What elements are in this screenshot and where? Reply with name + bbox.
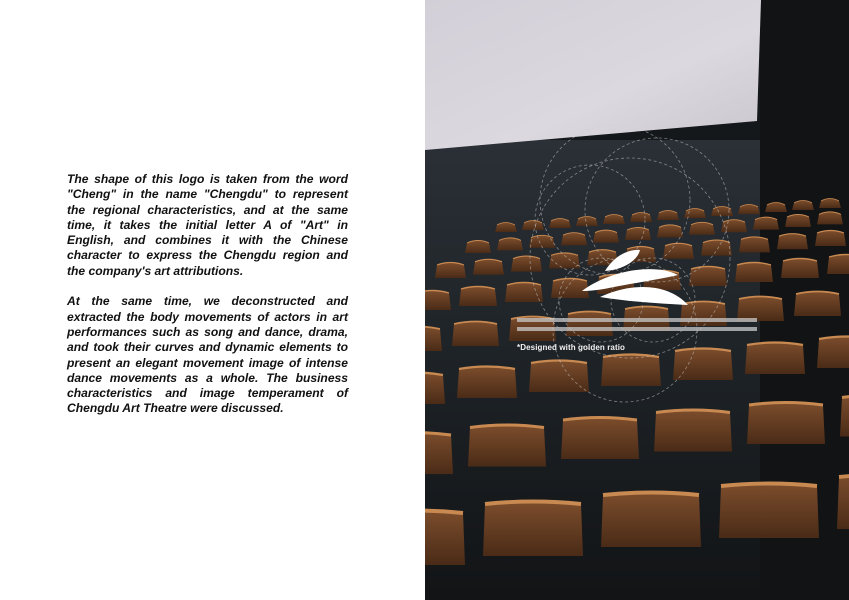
theatre-seat (689, 267, 727, 287)
theatre-seat (680, 302, 727, 327)
theatre-seat (425, 327, 442, 352)
theatre-seat (425, 291, 451, 311)
theatre-seat (425, 511, 465, 566)
theatre-seat (777, 234, 808, 250)
theatre-seat (673, 349, 733, 381)
theatre-seat (737, 297, 784, 322)
theatre-seat (457, 367, 517, 399)
golden-ratio-caption: *Designed with golden ratio (517, 343, 626, 352)
seat-highlight (839, 475, 849, 478)
theatre-seat (794, 292, 841, 317)
theatre-seat (719, 484, 819, 539)
theatre-seat (654, 410, 732, 452)
theatre-seat (663, 243, 694, 258)
theatre-seat (601, 355, 661, 387)
description-paragraph-1: The shape of this logo is taken from the word "Cheng" in the name "Chengdu" to represent the regional characteristics, and at the same time, it takes the initial letter A of "Art" in English, and combines it with the Chinese character to express the Chengdu region and the company's art attributions. (67, 172, 348, 278)
theatre-seat (739, 237, 770, 253)
theatre-seat (425, 433, 453, 475)
description-text (67, 172, 348, 432)
theatre-seat (815, 231, 846, 247)
theatre-seat (452, 322, 499, 347)
theatre-seat (701, 240, 732, 256)
theatre-seat (459, 287, 497, 307)
theatre-seat (551, 279, 589, 299)
theatre-seat (435, 263, 466, 279)
theatre-seat (837, 475, 849, 530)
theatre-seat (468, 425, 546, 467)
theatre-seat (781, 259, 819, 279)
theatre-seat (747, 403, 825, 445)
theatre-seat (561, 418, 639, 460)
theatre-seat (505, 283, 543, 303)
theatre-seat (511, 256, 542, 272)
theatre-seat (601, 493, 701, 548)
description-paragraph-2: At the same time, we deconstructed and extracted the body movements of actors in art performances such as song and dance, drama, and took their curves and dynamic elements to present an elegant movement image of intense dance movements as a whole. The business characteristics and image temperament of Chengdu Art Theatre were discussed. (67, 294, 348, 416)
theatre-seat (735, 263, 773, 283)
theatre-seat (425, 373, 445, 405)
theatre-seat (473, 259, 504, 275)
theatre-seat (566, 312, 613, 337)
theatre-seat (745, 343, 805, 375)
theatre-photo-illustration (425, 0, 849, 600)
theatre-seat (483, 502, 583, 557)
theatre-seat (827, 255, 849, 275)
seat-highlight (425, 511, 463, 514)
theatre-photo (425, 0, 849, 600)
theatre-seat (817, 337, 849, 369)
theatre-seat (529, 361, 589, 393)
